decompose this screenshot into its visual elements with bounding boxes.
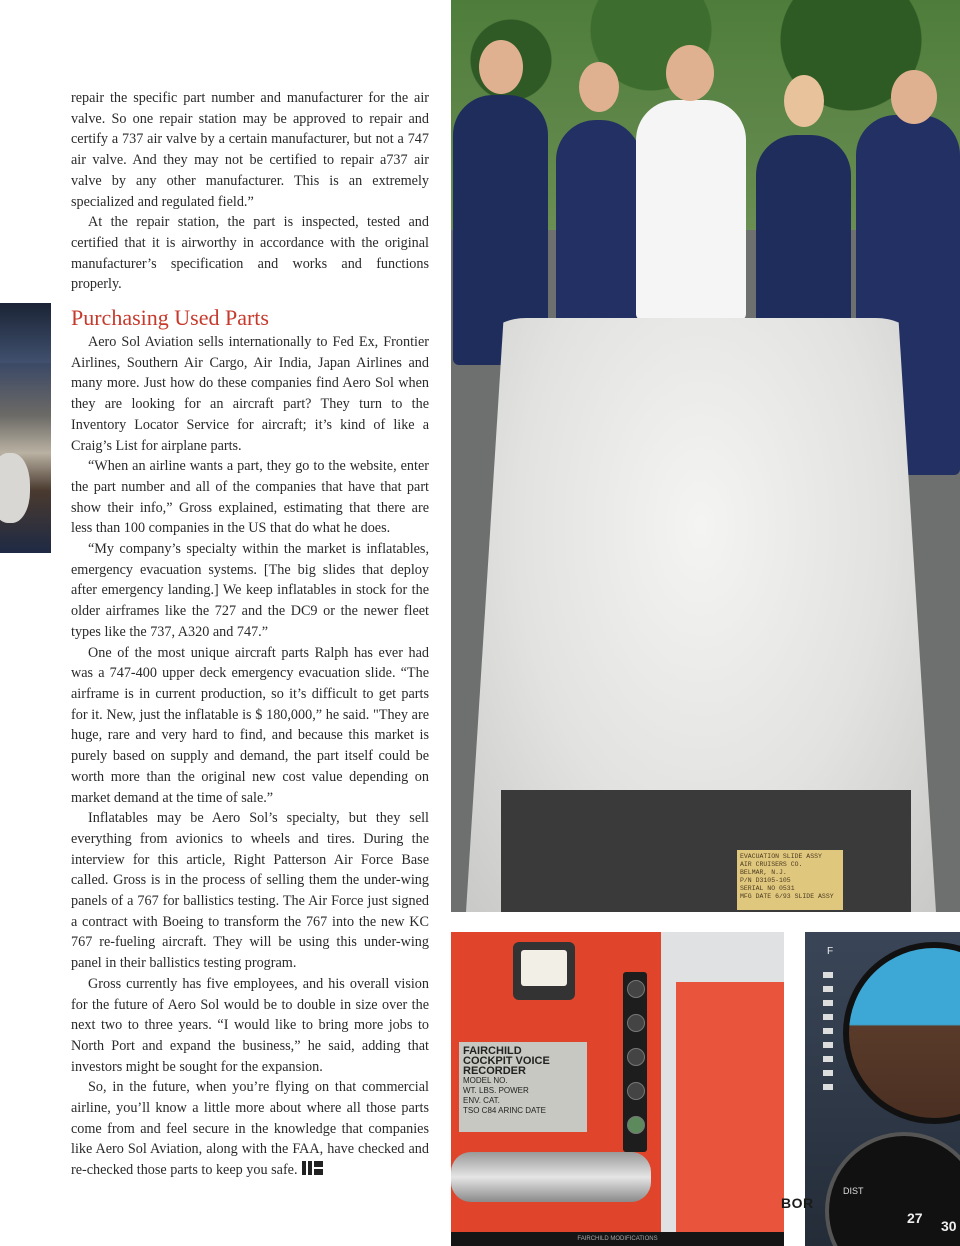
person [556,120,641,330]
article-paragraph: Gross currently has five employees, and his overall vision for the future of Aero Sol would be to double in size over the next two to three years. “I would like to bring more jobs to North Port and expand the business,” he said, adding that investors might be sought for the expansion. [71,975,429,1075]
recorder-nameplate [459,1042,587,1132]
cropped-photo-left [0,303,51,553]
gauge-number: 30 [941,1218,957,1234]
article-paragraph: At the repair station, the part is inspected, tested and certified that it is airworthy in accordance with the original manufacturer’s specification and works and functions properly. [71,214,429,293]
recorder-footer-label: FAIRCHILD MODIFICATIONS [451,1232,784,1246]
slide-label-line: EVACUATION SLIDE ASSY [740,853,822,860]
slide-label-line: MFG DATE 6/93 SLIDE ASSY [740,893,834,900]
scale-ticks [823,972,833,1092]
article-paragraph: “When an airline wants a part, they go to the website, enter the part number and all of the companies that have that part show their info,” Gross explained, estimating that there are less than 100 companies in the US that do what he does. [71,458,429,537]
person-head [891,70,937,124]
slide-label-line: SERIAL NO 0531 [740,885,795,892]
person [756,135,851,335]
nameplate-brand: FAIRCHILD [463,1045,522,1057]
recorder-cylinder [451,1152,651,1202]
slide-label-line: P/N D3105-105 [740,877,791,884]
scale-letter: F [827,946,834,957]
article-paragraph: Inflatables may be Aero Sol’s specialty, but they sell everything from avionics to wheels and tires. During the interview for this article, Right Patterson Air Force Base called. Gross is in the process of selling them the under-wing panels of a 767 for ballistics testing. The Air Force just signed a contract with Boeing to transform the 767 into the new KC 767 re-fueling aircraft. They will be using this under-wing panel in their ballistics testing program. [71,810,429,972]
article-column [71,88,429,1181]
end-of-article-icon [302,1160,324,1176]
person-head [784,75,824,127]
person-head [479,40,523,94]
person-head [666,45,714,101]
recorder-side-panel [676,982,784,1246]
team-with-evacuation-slide-photo [451,0,960,912]
section-heading: Purchasing Used Parts [71,305,269,331]
slide-label-line: AIR CRUISERS CO. [740,861,803,868]
article-paragraph: “My company’s specialty within the market is inflatables, emergency evacuation systems. [The big slides that deploy after emergency landing.] We keep inflatables in stock for the older airframes like the 727 and the DC9 or the newer fleet types like the 737, A320 and 747.” [71,541,429,640]
nameplate-line: ENV. CAT. [463,1096,500,1105]
slide-pack-band [501,790,911,912]
person [636,100,746,320]
slide-label-line: BELMAR, N.J. [740,869,787,876]
slide-data-plate [737,850,843,910]
nameplate-title: COCKPIT VOICE RECORDER [463,1055,550,1077]
article-paragraph-final [71,1077,429,1181]
indicator-lights [623,972,647,1152]
gauge-number: 27 [907,1210,923,1226]
gauge-dist-label: DIST [843,1186,864,1196]
nameplate-line: TSO C84 ARINC DATE [463,1106,546,1115]
final-paragraph-text: So, in the future, when you’re flying on that commercial airline, you’ll know a little more about where all those parts come from and feel secure in the knowledge that companies like Aero Sol Aviation, along with the FAA, have checked and re-checked those parts to keep you safe. [71,1079,429,1179]
photo-ceiling [0,303,51,363]
article-paragraph: repair the specific part number and manufacturer for the air valve. So one repair station may be approved to repair and certify a 737 air valve by a certain manufacturer, but not a 747 air valve. And they may not be certified to repair a737 air valve by any other manufacturer. This is an extremely specialized and regulated field.” [71,90,429,210]
photo-figure [0,453,30,523]
nameplate-line: WT. LBS. POWER [463,1086,529,1095]
article-paragraph: One of the most unique aircraft parts Ralph has ever had was a 747-400 upper deck emergency evacuation slide. “The airframe is in current production, so it’s difficult to get parts for it. New, just the inflatable is $ 180,000,” he said. "They are huge, rare and very hard to find, and because this market is purely based on supply and demand, the part itself could be worth more than the original new cost value depending on market demand at the time of sale.” [71,644,429,806]
attitude-indicator-photo [805,932,960,1246]
nameplate-line: MODEL NO. [463,1076,508,1085]
cockpit-voice-recorder-photo [451,932,784,1246]
gauge-icon [513,942,575,1000]
page-gutter-fragment: BOR [781,1195,814,1211]
article-paragraph: Aero Sol Aviation sells internationally to Fed Ex, Frontier Airlines, Southern Air Cargo, Air India, Japan Airlines and many more. Just how do these companies find Aero Sol when they are looking for an aircraft part? They turn to the Inventory Locator Service for aircraft; it’s kind of like a Craig’s List for airplane parts. [71,334,429,454]
person-head [579,62,619,112]
